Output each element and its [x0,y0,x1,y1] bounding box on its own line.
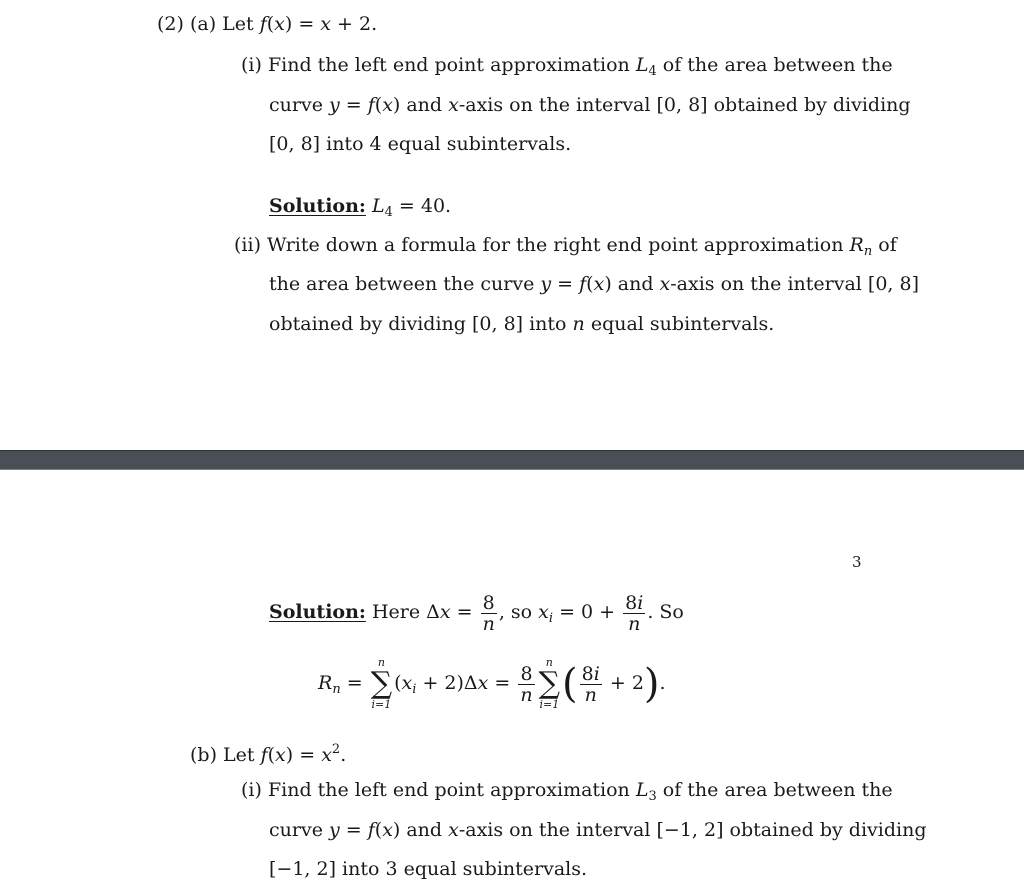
question-2a-i-line2: curve y = f(x) and x-axis on the interval [0, 8] obtained by dividing [269,94,911,116]
page-number: 3 [852,553,862,571]
question-2a-i-line3: [0, 8] into 4 equal subintervals. [269,133,572,155]
page-break-divider [0,450,1024,470]
solution-2a-ii-formula: $R_n$ = n ∑ i=1 $(x_i + 2)\Delta x$ = $\frac{8}{n}$ n ∑ i=1 ( $\frac{8i}{n}$ + 2). [318,656,666,711]
solution-2a-ii-text: Solution: Here Δx = $\frac{8}{n}$ , so $x_i = 0$ + $\frac{8i}{n}$ . So [269,591,684,635]
question-2b-i-line3: [−1, 2] into 3 equal subintervals. [269,858,588,880]
question-2a-i-line1: (i) Find the left end point approximation $L_4$ of the area between the [241,54,893,79]
question-2a-ii-line1: (ii) Write down a formula for the right end point approximation $R_n$ of [234,234,897,259]
part-2b-header: (b) Let $f(x) = x^2$. [190,742,347,766]
solution-2a-i: Solution: $L_4 = 40$. [269,195,452,220]
question-2a-ii-line2: the area between the curve y = f(x) and x-axis on the interval [0, 8] [269,273,919,295]
part-2a-header: (2) (a) Let f(x) = x + 2. [157,13,378,35]
question-2b-i-line1: (i) Find the left end point approximation $L_3$ of the area between the [241,779,893,804]
question-2b-i-line2: curve y = f(x) and x-axis on the interval [−1, 2] obtained by dividing [269,819,927,841]
question-2a-ii-line3: obtained by dividing [0, 8] into n equal subintervals. [269,313,775,335]
